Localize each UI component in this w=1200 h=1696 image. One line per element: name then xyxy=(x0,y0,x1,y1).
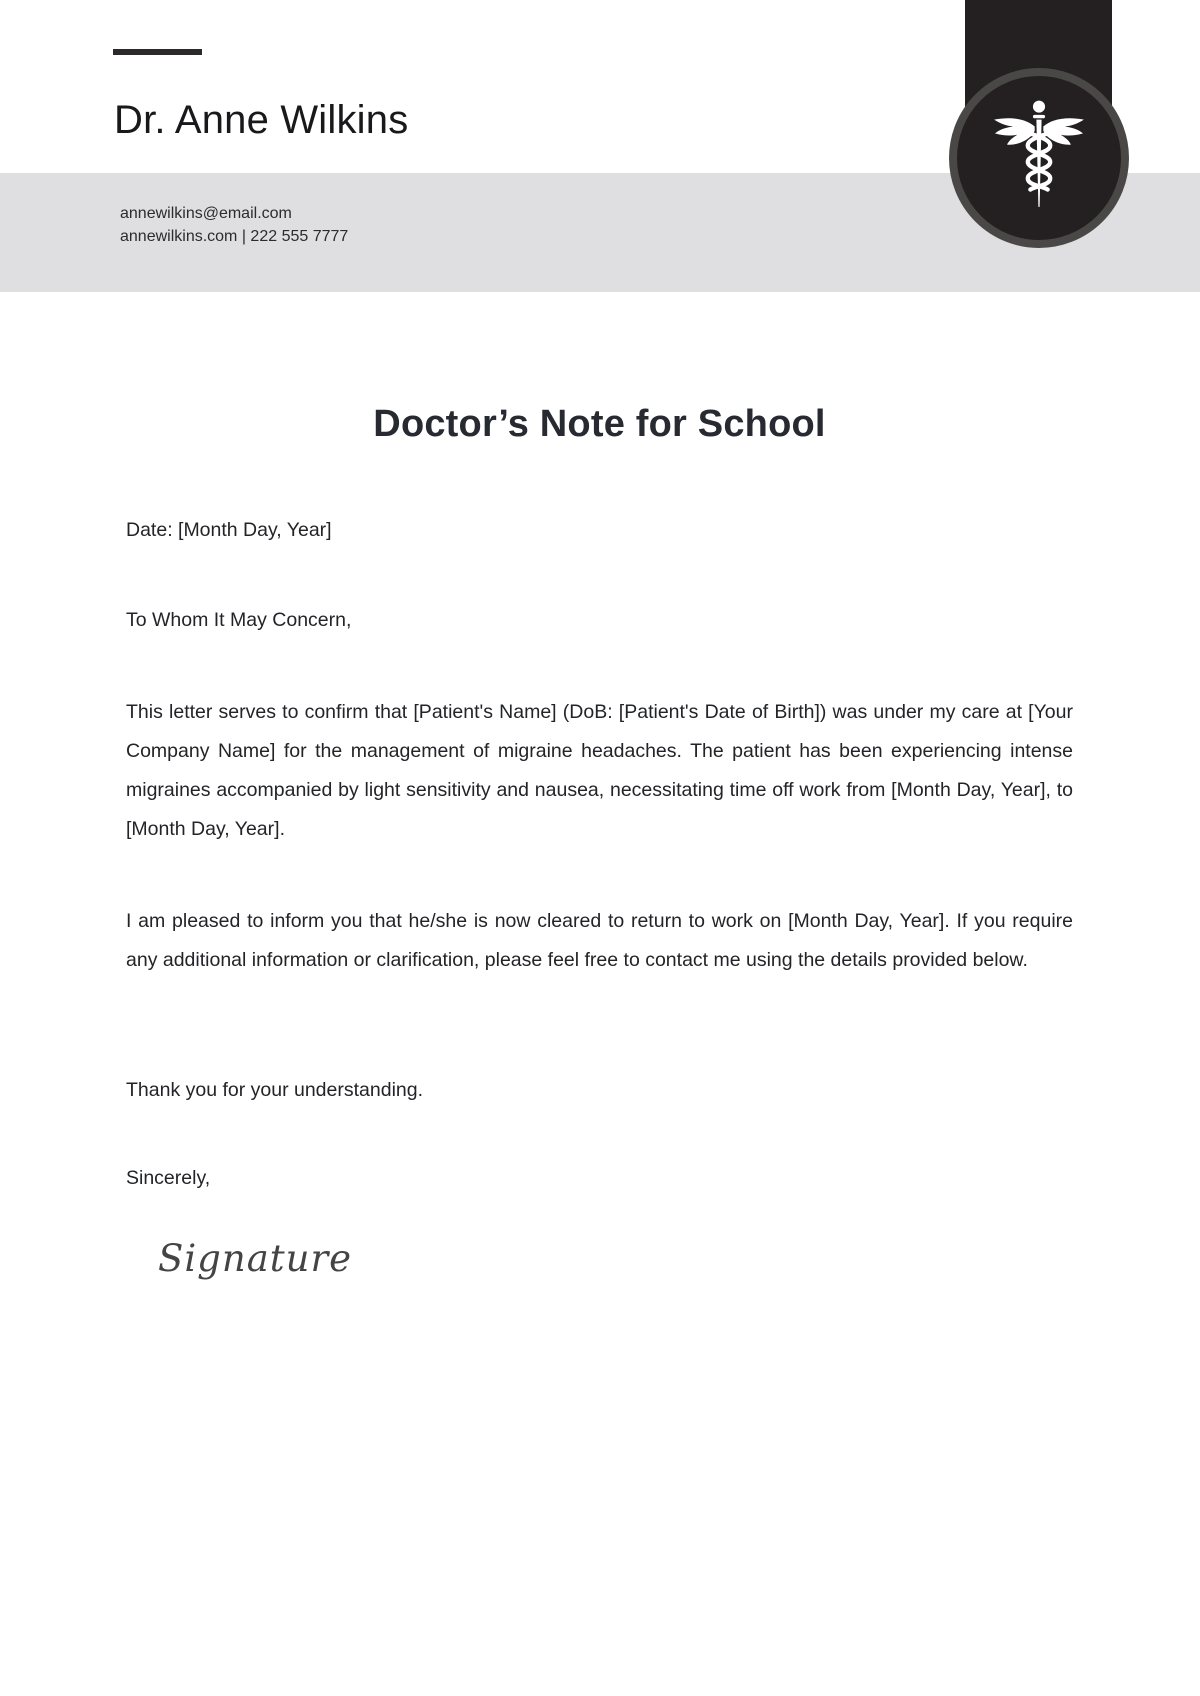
signature-script: Signature xyxy=(158,1237,353,1280)
medical-badge xyxy=(949,68,1129,248)
header-accent-dash xyxy=(113,49,202,55)
letter-paragraph-1: This letter serves to confirm that [Patient's Name] (DoB: [Patient's Date of Birth]) was under my care at [Your Company Name] for the management of migraine headaches. The patient has been experiencing intense migraines accompanied by light sensitivity and nausea, necessitating time off work from [Month Day, Year], to [Month Day, Year]. xyxy=(126,701,1073,840)
date-line: Date: [Month Day, Year] xyxy=(126,519,332,541)
contact-website-phone: annewilkins.com | 222 555 7777 xyxy=(120,228,349,245)
closing-line: Sincerely, xyxy=(126,1167,211,1189)
doctor-name: Dr. Anne Wilkins xyxy=(114,98,409,142)
title-row xyxy=(126,401,1073,447)
letter-title: Doctor’s Note for School xyxy=(373,403,826,445)
contact-email: annewilkins@email.com xyxy=(120,205,292,222)
salutation: To Whom It May Concern, xyxy=(126,609,352,631)
contact-info xyxy=(120,202,348,248)
caduceus-icon xyxy=(987,104,1091,212)
letter-paragraph-2: I am pleased to inform you that he/she is now cleared to return to work on [Month Day, Year]. If you require any additional information or clarification, please feel free to contact me using the details provided below. xyxy=(126,910,1073,971)
thank-you-line: Thank you for your understanding. xyxy=(126,1079,424,1101)
